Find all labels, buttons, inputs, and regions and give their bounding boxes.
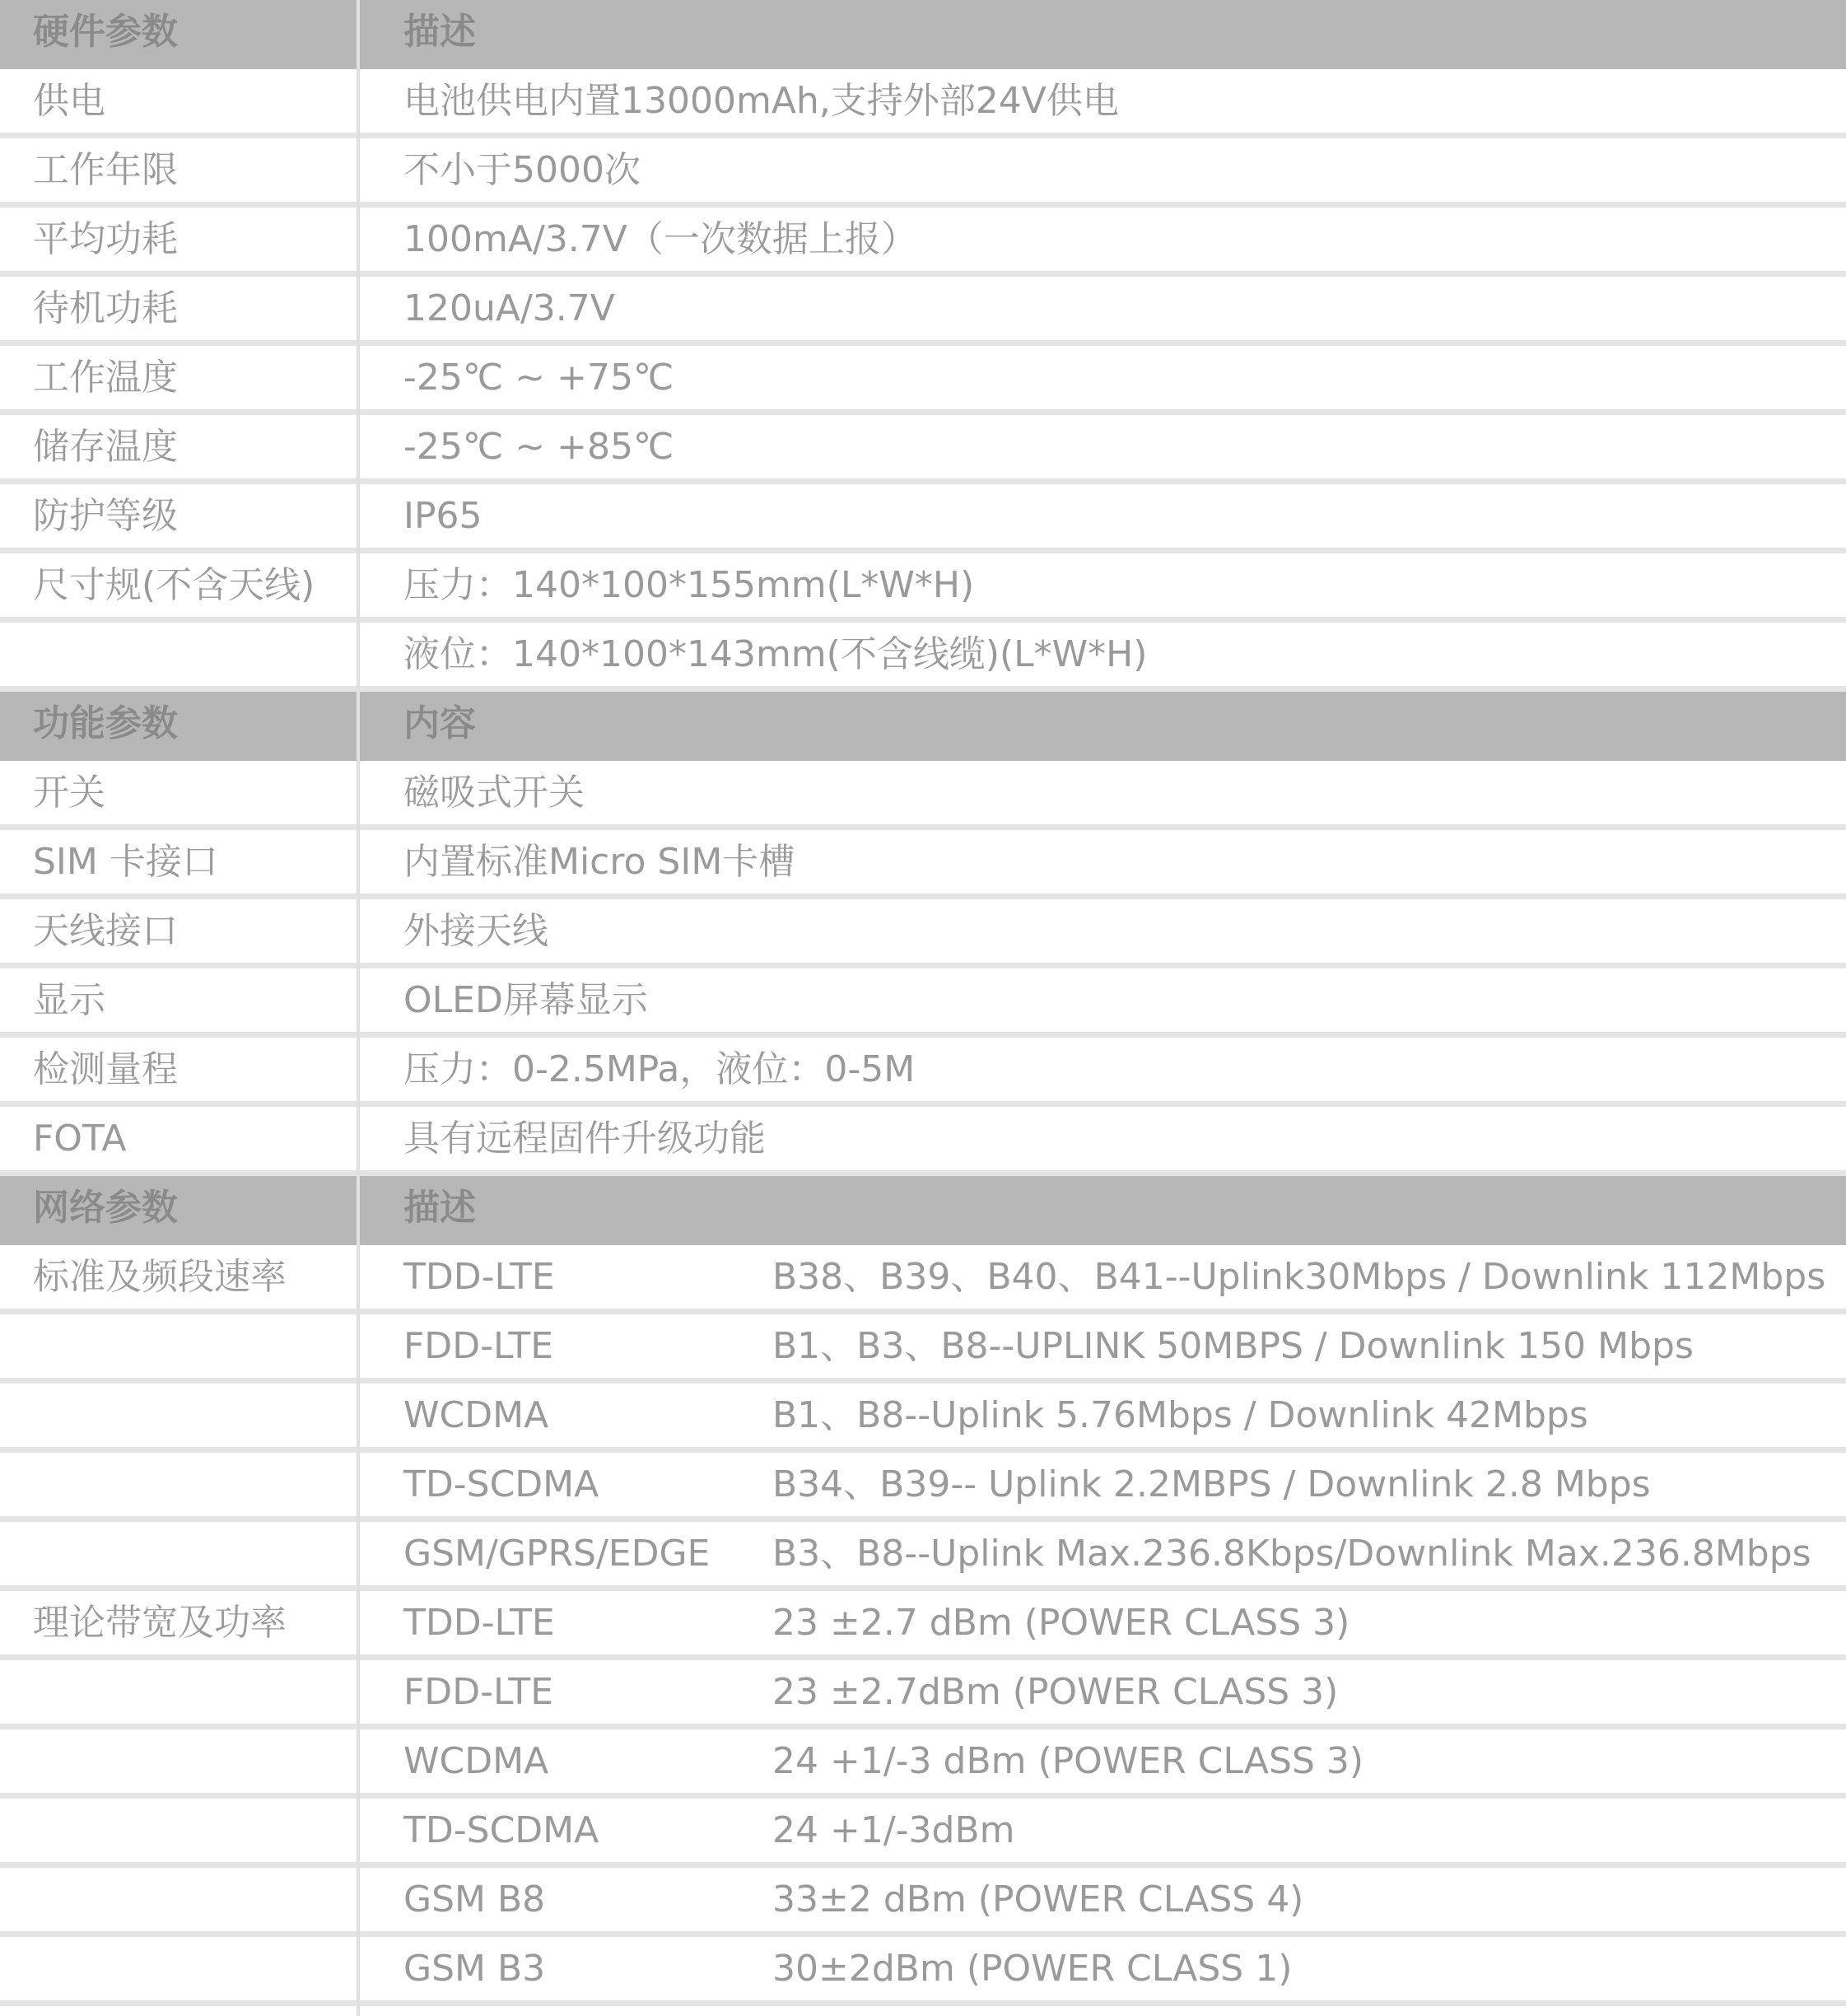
desc-cell: 23 ±2.7dBm (POWER CLASS 3) <box>772 1671 1339 1713</box>
param-cell <box>33 1937 346 2000</box>
desc-cell: 不小于5000次 <box>403 149 641 191</box>
param-cell: 工作年限 <box>33 149 178 191</box>
param-cell: 平均功耗 <box>33 218 178 260</box>
table-row <box>0 69 1846 138</box>
table-row <box>0 1314 1846 1384</box>
table-row <box>0 968 1846 1038</box>
network-cell: TDD-LTE <box>403 1602 555 1644</box>
param-cell: 显示 <box>33 979 105 1021</box>
network-cell: TDD-LTE <box>403 1256 555 1298</box>
desc-cell: 120uA/3.7V <box>403 287 615 329</box>
network-cell: GSM B3 <box>403 1948 546 1990</box>
desc-cell: 24 +1/-3 dBm (POWER CLASS 3) <box>772 1740 1364 1782</box>
desc-cell: IP65 <box>403 495 482 537</box>
table-row <box>0 1453 1846 1522</box>
section-header-desc: 描述 <box>403 1187 476 1229</box>
table-row <box>0 277 1846 346</box>
section-header-desc: 内容 <box>403 702 476 744</box>
desc-cell: 30±2dBm (POWER CLASS 1) <box>772 1948 1293 1990</box>
section-header <box>0 0 1846 69</box>
section-header <box>0 692 1846 761</box>
table-row <box>0 1729 1846 1799</box>
param-cell: 防护等级 <box>33 495 178 537</box>
desc-cell: 磁吸式开关 <box>403 772 585 814</box>
desc-cell: -25℃ ~ +85℃ <box>403 426 674 468</box>
section-header-desc: 描述 <box>403 11 476 53</box>
desc-cell: 压力：0-2.5MPa，液位：0-5M <box>403 1048 916 1090</box>
section-header-param: 硬件参数 <box>33 11 178 53</box>
network-cell: TD-SCDMA <box>403 1809 599 1851</box>
param-cell <box>33 623 346 686</box>
network-cell: WCDMA <box>403 1394 549 1436</box>
table-row <box>0 138 1846 208</box>
param-cell <box>33 1522 346 1585</box>
desc-cell: B1、B8--Uplink 5.76Mbps / Downlink 42Mbps <box>772 1394 1588 1436</box>
table-row <box>0 1799 1846 1868</box>
desc-cell: 内置标准Micro SIM卡槽 <box>403 841 795 883</box>
param-cell <box>33 1729 346 1793</box>
table-row <box>0 623 1846 692</box>
table-row <box>0 1660 1846 1729</box>
network-cell: TD-SCDMA <box>403 1463 599 1505</box>
table-row <box>0 1937 1846 2006</box>
param-cell: SIM 卡接口 <box>33 841 218 883</box>
table-row <box>0 346 1846 415</box>
param-cell <box>33 1453 346 1516</box>
param-cell: 检测量程 <box>33 1048 178 1090</box>
desc-cell: 100mA/3.7V（一次数据上报） <box>403 218 917 260</box>
desc-cell: OLED屏幕显示 <box>403 979 648 1021</box>
network-cell: FDD-LTE <box>403 1325 554 1367</box>
param-cell: 尺寸规(不含天线) <box>33 564 315 606</box>
param-cell: 待机功耗 <box>33 287 178 329</box>
desc-cell: -25℃ ~ +75℃ <box>403 357 674 399</box>
column-divider <box>357 0 360 2016</box>
table-row <box>0 1591 1846 1660</box>
table-row <box>0 1384 1846 1453</box>
table-row <box>0 553 1846 623</box>
section-header-param: 网络参数 <box>33 1187 178 1229</box>
desc-cell: 23 ±2.7 dBm (POWER CLASS 3) <box>772 1602 1350 1644</box>
table-row <box>0 1868 1846 1937</box>
table-row <box>0 1038 1846 1107</box>
network-cell: FDD-LTE <box>403 1671 554 1713</box>
param-cell: 开关 <box>33 772 105 814</box>
table-row <box>0 1107 1846 1176</box>
desc-cell: B38、B39、B40、B41--Uplink30Mbps / Downlink 112Mbps <box>772 1256 1826 1298</box>
desc-cell: 电池供电内置13000mAh,支持外部24V供电 <box>403 80 1119 122</box>
table-row <box>0 899 1846 968</box>
network-cell: WCDMA <box>403 1740 549 1782</box>
param-cell: FOTA <box>33 1118 127 1160</box>
desc-cell: 液位：140*100*143mm(不含线缆)(L*W*H) <box>403 633 1148 675</box>
table-row <box>0 1245 1846 1314</box>
param-cell <box>33 1799 346 1862</box>
param-cell: 标准及频段速率 <box>33 1256 287 1298</box>
table-row <box>0 1522 1846 1591</box>
param-cell: 储存温度 <box>33 426 178 468</box>
table-row <box>0 830 1846 899</box>
param-cell <box>33 1314 346 1378</box>
table-row <box>0 484 1846 553</box>
param-cell <box>33 1868 346 1931</box>
param-cell: 理论带宽及功率 <box>33 1602 287 1644</box>
param-cell <box>33 1384 346 1447</box>
table-row <box>0 415 1846 484</box>
desc-cell: 33±2 dBm (POWER CLASS 4) <box>772 1878 1304 1920</box>
network-cell: GSM B8 <box>403 1878 546 1920</box>
param-cell <box>33 1660 346 1724</box>
network-cell: GSM/GPRS/EDGE <box>403 1533 711 1575</box>
desc-cell: 压力：140*100*155mm(L*W*H) <box>403 564 975 606</box>
param-cell: 工作温度 <box>33 357 178 399</box>
desc-cell: B3、B8--Uplink Max.236.8Kbps/Downlink Max.236.8Mbps <box>772 1533 1811 1575</box>
table-row <box>0 761 1846 830</box>
section-header <box>0 1176 1846 1245</box>
param-cell: 天线接口 <box>33 910 178 952</box>
desc-cell: 具有远程固件升级功能 <box>403 1118 766 1160</box>
desc-cell: B1、B3、B8--UPLINK 50MBPS / Downlink 150 Mbps <box>772 1325 1694 1367</box>
desc-cell: 24 +1/-3dBm <box>772 1809 1015 1851</box>
desc-cell: 外接天线 <box>403 910 548 952</box>
param-cell: 供电 <box>33 80 105 122</box>
desc-cell: B34、B39-- Uplink 2.2MBPS / Downlink 2.8 Mbps <box>772 1463 1651 1505</box>
table-row <box>0 208 1846 277</box>
section-header-param: 功能参数 <box>33 702 178 744</box>
